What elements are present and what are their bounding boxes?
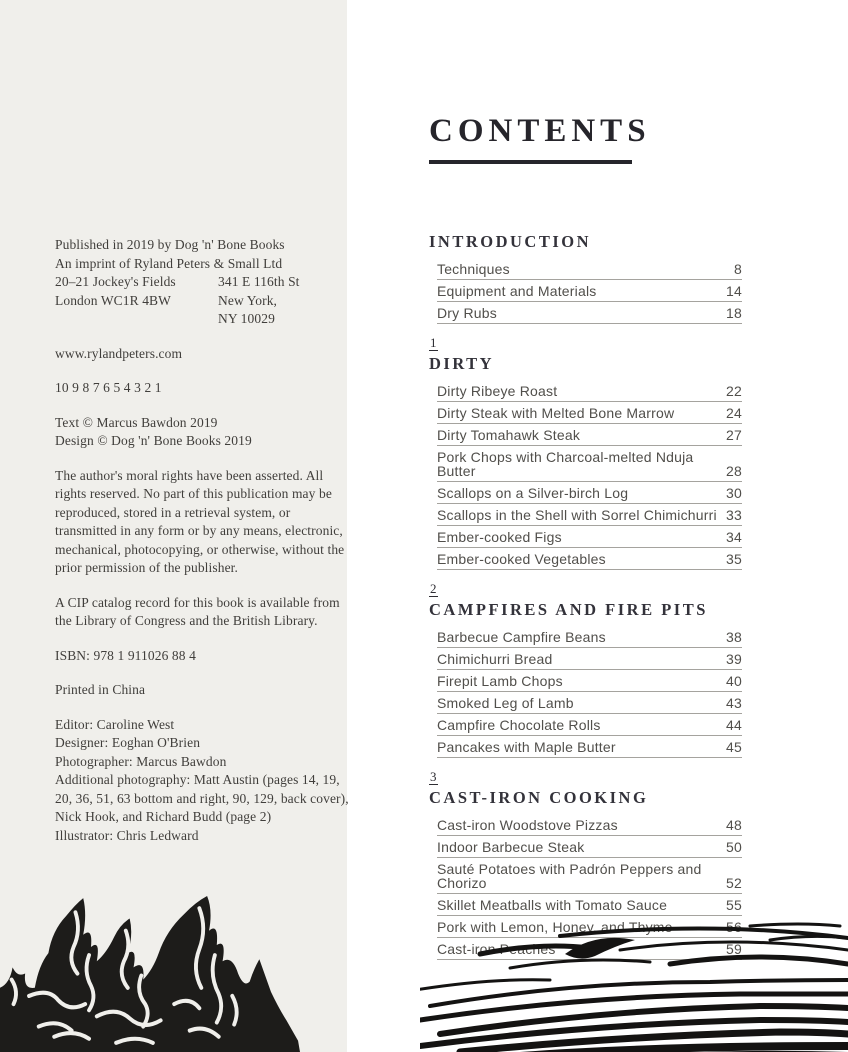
- toc-entry: [437, 258, 742, 280]
- copyright-text-line: Text © Marcus Bawdon 2019: [55, 414, 218, 430]
- toc-entry-label: Indoor Barbecue Steak: [437, 839, 585, 855]
- toc-entry-page: 8: [734, 261, 742, 277]
- toc-entry: [437, 526, 742, 548]
- toc-entry-page: 22: [726, 383, 742, 399]
- colophon-text: [55, 236, 351, 861]
- toc-entry-label: Dirty Steak with Melted Bone Marrow: [437, 405, 675, 421]
- toc-entry-label: Ember-cooked Vegetables: [437, 551, 606, 567]
- print-run: 10 9 8 7 6 5 4 3 2 1: [55, 380, 162, 395]
- toc-entry-label: Skillet Meatballs with Tomato Sauce: [437, 897, 668, 913]
- rights-paragraph: The author's moral rights have been asserted. All rights reserved. No part of this publication may be reproduced, stored in a retrieval system, or transmitted in any form or by any means, electronic, mechanical, photocopying, or otherwise, without the prior permission of the publisher.: [55, 467, 345, 575]
- section-heading: DIRTY: [429, 354, 495, 373]
- toc-entry: [437, 424, 742, 446]
- website: www.rylandpeters.com: [55, 345, 183, 361]
- toc-entry-page: 55: [726, 897, 742, 913]
- toc-entry-page: 35: [726, 551, 742, 567]
- publisher-line: An imprint of Ryland Peters & Small Ltd: [55, 255, 283, 271]
- toc-entry-page: 18: [726, 305, 742, 321]
- contents-page: [429, 113, 742, 970]
- toc-entry-page: 48: [726, 817, 742, 833]
- toc-section-dirty: [429, 334, 742, 570]
- section-number: 2: [430, 581, 437, 596]
- flame-illustration: [0, 894, 300, 1052]
- toc-rows: [437, 258, 742, 324]
- isbn-line: ISBN: 978 1 911026 88 4: [55, 647, 196, 663]
- page-title: CONTENTS: [429, 113, 651, 149]
- publisher-line: Published in 2019 by Dog 'n' Bone Books: [55, 237, 285, 252]
- toc-entry: [437, 380, 742, 402]
- address-line: NY 10029: [218, 311, 275, 326]
- toc-entry: [437, 504, 742, 526]
- toc-entry: [437, 894, 742, 916]
- credit-line: Photographer: Marcus Bawdon: [55, 753, 227, 769]
- credit-line: Designer: Eoghan O'Brien: [55, 735, 201, 750]
- toc-entry-label: Pancakes with Maple Butter: [437, 739, 616, 755]
- toc-entry: [437, 302, 742, 324]
- printed-line: Printed in China: [55, 682, 146, 697]
- toc-entry: [437, 858, 742, 894]
- toc-entry-label: Techniques: [437, 261, 510, 277]
- toc-entry-label: Equipment and Materials: [437, 283, 597, 299]
- toc-entry-page: 45: [726, 739, 742, 755]
- toc-entry: [437, 814, 742, 836]
- address-line: 20–21 Jockey's Fields: [55, 274, 176, 289]
- credits-block: [55, 716, 351, 846]
- toc-entry-label: Scallops on a Silver-birch Log: [437, 485, 629, 501]
- copyright-design-line: Design © Dog 'n' Bone Books 2019: [55, 433, 252, 448]
- toc: [429, 232, 742, 960]
- section-heading: INTRODUCTION: [429, 232, 592, 251]
- toc-entry-page: 44: [726, 717, 742, 733]
- toc-entry-label: Barbecue Campfire Beans: [437, 629, 606, 645]
- toc-entry: [437, 648, 742, 670]
- toc-entry-label: Dirty Tomahawk Steak: [437, 427, 581, 443]
- toc-entry: [437, 692, 742, 714]
- section-number: 1: [430, 335, 437, 350]
- publisher-addresses: [55, 273, 351, 329]
- toc-entry: [437, 626, 742, 648]
- toc-entry-page: 39: [726, 651, 742, 667]
- credit-line: Additional photography: Matt Austin (pages 14, 19, 20, 36, 51, 63 bottom and right, 90, 129, back cover), Nick Hook, and Richard Budd (page 2): [55, 772, 349, 824]
- toc-entry-label: Chimichurri Bread: [437, 651, 553, 667]
- toc-entry-label: Sauté Potatoes with Padrón Peppers and Chorizo: [437, 861, 702, 891]
- toc-entry: [437, 482, 742, 504]
- toc-entry: [437, 280, 742, 302]
- toc-entry-page: 43: [726, 695, 742, 711]
- toc-entry-label: Firepit Lamb Chops: [437, 673, 563, 689]
- toc-entry-page: 24: [726, 405, 742, 421]
- credit-line: Editor: Caroline West: [55, 716, 175, 732]
- address-line: London WC1R 4BW: [55, 292, 171, 308]
- section-heading: CAST-IRON COOKING: [429, 788, 649, 807]
- toc-entry: [437, 736, 742, 758]
- copyright-block: [55, 414, 351, 451]
- address-us: [218, 273, 351, 329]
- toc-entry: [437, 446, 742, 482]
- wood-grain-illustration: [420, 920, 848, 1052]
- toc-entry-page: 34: [726, 529, 742, 545]
- toc-rows: [437, 626, 742, 758]
- colophon-page: [0, 0, 347, 1052]
- toc-entry: [437, 670, 742, 692]
- toc-entry: [437, 714, 742, 736]
- address-line: New York,: [218, 292, 278, 308]
- toc-entry-label: Cast-iron Peaches: [437, 941, 556, 957]
- toc-entry-label: Pork with Lemon, Honey, and Thyme: [437, 919, 673, 935]
- toc-entry-page: 30: [726, 485, 742, 501]
- toc-entry-label: Campfire Chocolate Rolls: [437, 717, 601, 733]
- section-heading: CAMPFIRES AND FIRE PITS: [429, 600, 708, 619]
- title-underline: [429, 160, 632, 164]
- toc-section-introduction: [429, 232, 742, 324]
- toc-entry-page: 33: [726, 507, 742, 523]
- toc-entry-label: Ember-cooked Figs: [437, 529, 562, 545]
- address-line: 341 E 116th St: [218, 274, 300, 289]
- toc-entry-page: 28: [726, 463, 742, 479]
- publisher-block: [55, 236, 351, 329]
- toc-entry: [437, 836, 742, 858]
- toc-entry-page: 56: [726, 919, 742, 935]
- toc-entry-label: Dirty Ribeye Roast: [437, 383, 558, 399]
- toc-entry-label: Scallops in the Shell with Sorrel Chimichurri: [437, 507, 717, 523]
- toc-entry-page: 38: [726, 629, 742, 645]
- toc-entry-page: 40: [726, 673, 742, 689]
- toc-rows: [437, 380, 742, 570]
- cip-paragraph: A CIP catalog record for this book is available from the Library of Congress and the British Library.: [55, 594, 340, 628]
- address-uk: [55, 273, 218, 329]
- toc-entry-label: Dry Rubs: [437, 305, 497, 321]
- credit-line: Illustrator: Chris Ledward: [55, 827, 199, 843]
- section-number: 3: [430, 769, 437, 784]
- toc-entry: [437, 402, 742, 424]
- toc-entry: [437, 548, 742, 570]
- toc-entry-page: 14: [726, 283, 742, 299]
- toc-entry-page: 52: [726, 875, 742, 891]
- toc-entry-page: 50: [726, 839, 742, 855]
- toc-entry-label: Smoked Leg of Lamb: [437, 695, 574, 711]
- toc-section-campfires: [429, 580, 742, 758]
- toc-entry-label: Pork Chops with Charcoal-melted Nduja Butter: [437, 449, 694, 479]
- toc-entry-label: Cast-iron Woodstove Pizzas: [437, 817, 618, 833]
- toc-entry-page: 59: [726, 941, 742, 957]
- toc-entry-page: 27: [726, 427, 742, 443]
